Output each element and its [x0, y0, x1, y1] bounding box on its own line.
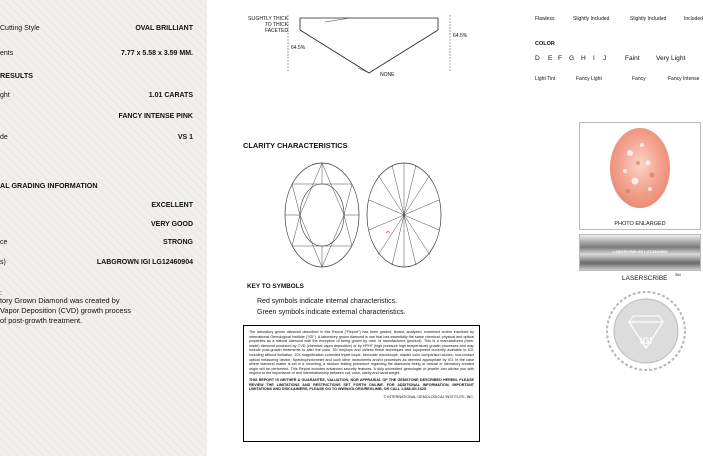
culet-label: NONE: [380, 72, 395, 78]
field-value: OVAL BRILLIANT: [135, 25, 193, 32]
laser-inscription: LABGROWN IGI LG12460904: [612, 249, 668, 254]
color-word: Fancy Intense: [668, 76, 700, 82]
photo-caption: PHOTO ENLARGED: [614, 221, 666, 227]
comment-line: Vapor Deposition (CVD) growth process: [0, 306, 131, 315]
girdle-line: TO THICK: [264, 22, 288, 28]
measurements-row: [0, 50, 193, 57]
igi-seal-watermark: [605, 290, 687, 372]
field-label: s): [0, 259, 6, 266]
color-word: Fancy: [632, 76, 646, 82]
color-letter: G: [569, 55, 575, 62]
depth-percent-right: 64.5%: [453, 33, 468, 39]
color-letter: F: [558, 55, 563, 62]
laserscribe-caption: LASERSCRIBE: [622, 275, 668, 282]
inclusion-mark: [386, 231, 390, 233]
comment-line: tory Grown Diamond was created by: [0, 296, 120, 305]
laserscribe-sm: SM: [675, 273, 681, 277]
field-label: ce: [0, 239, 8, 246]
comment-line: of post-growth treatment.: [0, 316, 83, 325]
field-value: VERY GOOD: [150, 221, 193, 228]
color-word: Fancy Light: [576, 76, 602, 82]
comments-block: [0, 296, 200, 326]
field-label: de: [0, 134, 8, 141]
field-value: VS 1: [177, 134, 193, 141]
copyright: © INTERNATIONAL GEMOLOGICAL INSTITUTE, INC.: [383, 394, 474, 399]
svg-text:IGI: IGI: [639, 336, 653, 346]
field-value: EXCELLENT: [151, 202, 193, 209]
color-scale-heading: COLOR: [535, 41, 555, 47]
report-left-panel: [0, 0, 207, 456]
diamond-image: [580, 123, 700, 217]
key-line-red: Red symbols indicate internal characteristics.: [257, 298, 398, 305]
field-label: ents: [0, 50, 14, 57]
color-word: Light Tint: [535, 76, 556, 82]
girdle-line: FACETED: [264, 28, 288, 34]
results-heading: RESULTS: [0, 71, 34, 80]
clarity-grade-row: [0, 134, 193, 141]
color-grade-row: [0, 113, 193, 120]
comments-marker: :: [0, 290, 2, 297]
clarity-scale-label: Included: [684, 16, 703, 22]
disclaimer-box: [243, 325, 480, 442]
field-value: STRONG: [163, 239, 193, 246]
color-letter: D: [535, 55, 540, 62]
field-label: Cutting Style: [0, 25, 40, 32]
field-label: ght: [0, 92, 10, 99]
clarity-scale-label: Flawless: [535, 16, 555, 22]
clarity-scale-label: Slightly Included: [630, 16, 667, 22]
color-letter: E: [548, 55, 553, 62]
field-value: 7.77 x 5.58 x 3.59 MM.: [121, 50, 193, 57]
carat-weight-row: [0, 92, 193, 99]
field-value: LABGROWN IGI LG12460904: [96, 259, 193, 266]
field-value: 1.01 CARATS: [148, 92, 193, 99]
crown-plot-diagram: [282, 160, 362, 270]
pavilion-plot-diagram: [364, 160, 444, 270]
color-word: Very Light: [656, 55, 686, 62]
clarity-characteristics-heading: CLARITY CHARACTERISTICS: [243, 141, 348, 150]
depth-percent-left: 64.5%: [291, 45, 306, 51]
color-letter: H: [581, 55, 586, 62]
polish-row: [0, 202, 193, 209]
diamond-photo: [579, 122, 701, 230]
laserscribe-image: [579, 234, 701, 271]
disclaimer-body: The laboratory grown diamond described in this Report ("Report") has been graded, tested, analyzed, examined and/or inscribed by International Gemological Institute ("IGI"). A laboratory grown diamond is one that has essentially the same chemical, physical and optical properties as a natural diamond with the exception of being grown by man. Is manufactured (product). This is a manufactured (man-made) diamond produced by CVD (chemical vapor deposition) or by HPHT (high pressure high temperature) growth processes and may include post-growth treatments to alter the color. IGI employs and utilizes those techniques and equipment currently available to IGI, including without limitation, 10X magnification corrected triplet loupe, binocular microscope, master color comparison stones, non-contact optical measuring device, Spectrophotometer and such other instruments and/or processes as deemed appropriate by IGI. In the case where diamond matter is set in a mounting, a random testing procedure regarding the diamonds being or natural or laboratory created origin will be performed. This Report includes advanced security features. A duly accredited gemologist or jeweler can advise you with respect to the importance of and interrelationship between cut, color, clarity and carat weight.: [249, 330, 474, 376]
fluorescence-row: [0, 239, 193, 246]
symmetry-row: [0, 221, 193, 228]
clarity-scale-label: Slightly Included: [573, 16, 610, 22]
disclaimer-notice: THIS REPORT IS NEITHER A GUARANTEE, VALUATION, NOR APPRAISAL OF THE GEMSTONE DESCRIBED HEREIN. PLEASE REVIEW THE LIMITATIONS AND RESTRICTIONS SET FORTH ONLINE. FOR ADDITIONAL INFORMATION, IMPORTANT LIMITATIONS AND DISCLAIMERS, PLEASE GO TO WWW.IGI.ORG/REGLIMB, OR CALL 1-888-IGI-1625.: [249, 377, 474, 392]
field-value: FANCY INTENSE PINK: [118, 113, 193, 120]
key-to-symbols-heading: KEY TO SYMBOLS: [247, 283, 304, 290]
inscription-row: [0, 259, 193, 266]
color-letter: I: [593, 55, 595, 62]
girdle-label: [245, 16, 288, 34]
color-letter: J: [603, 55, 607, 62]
girdle-line: SLIGHTLY THICK: [247, 16, 288, 22]
proportions-diagram: [240, 0, 480, 82]
color-word: Faint: [625, 55, 640, 62]
cutting-style-row: [0, 25, 193, 32]
grading-info-heading: AL GRADING INFORMATION: [0, 181, 98, 190]
key-line-green: Green symbols indicate external characteristics.: [257, 309, 406, 316]
